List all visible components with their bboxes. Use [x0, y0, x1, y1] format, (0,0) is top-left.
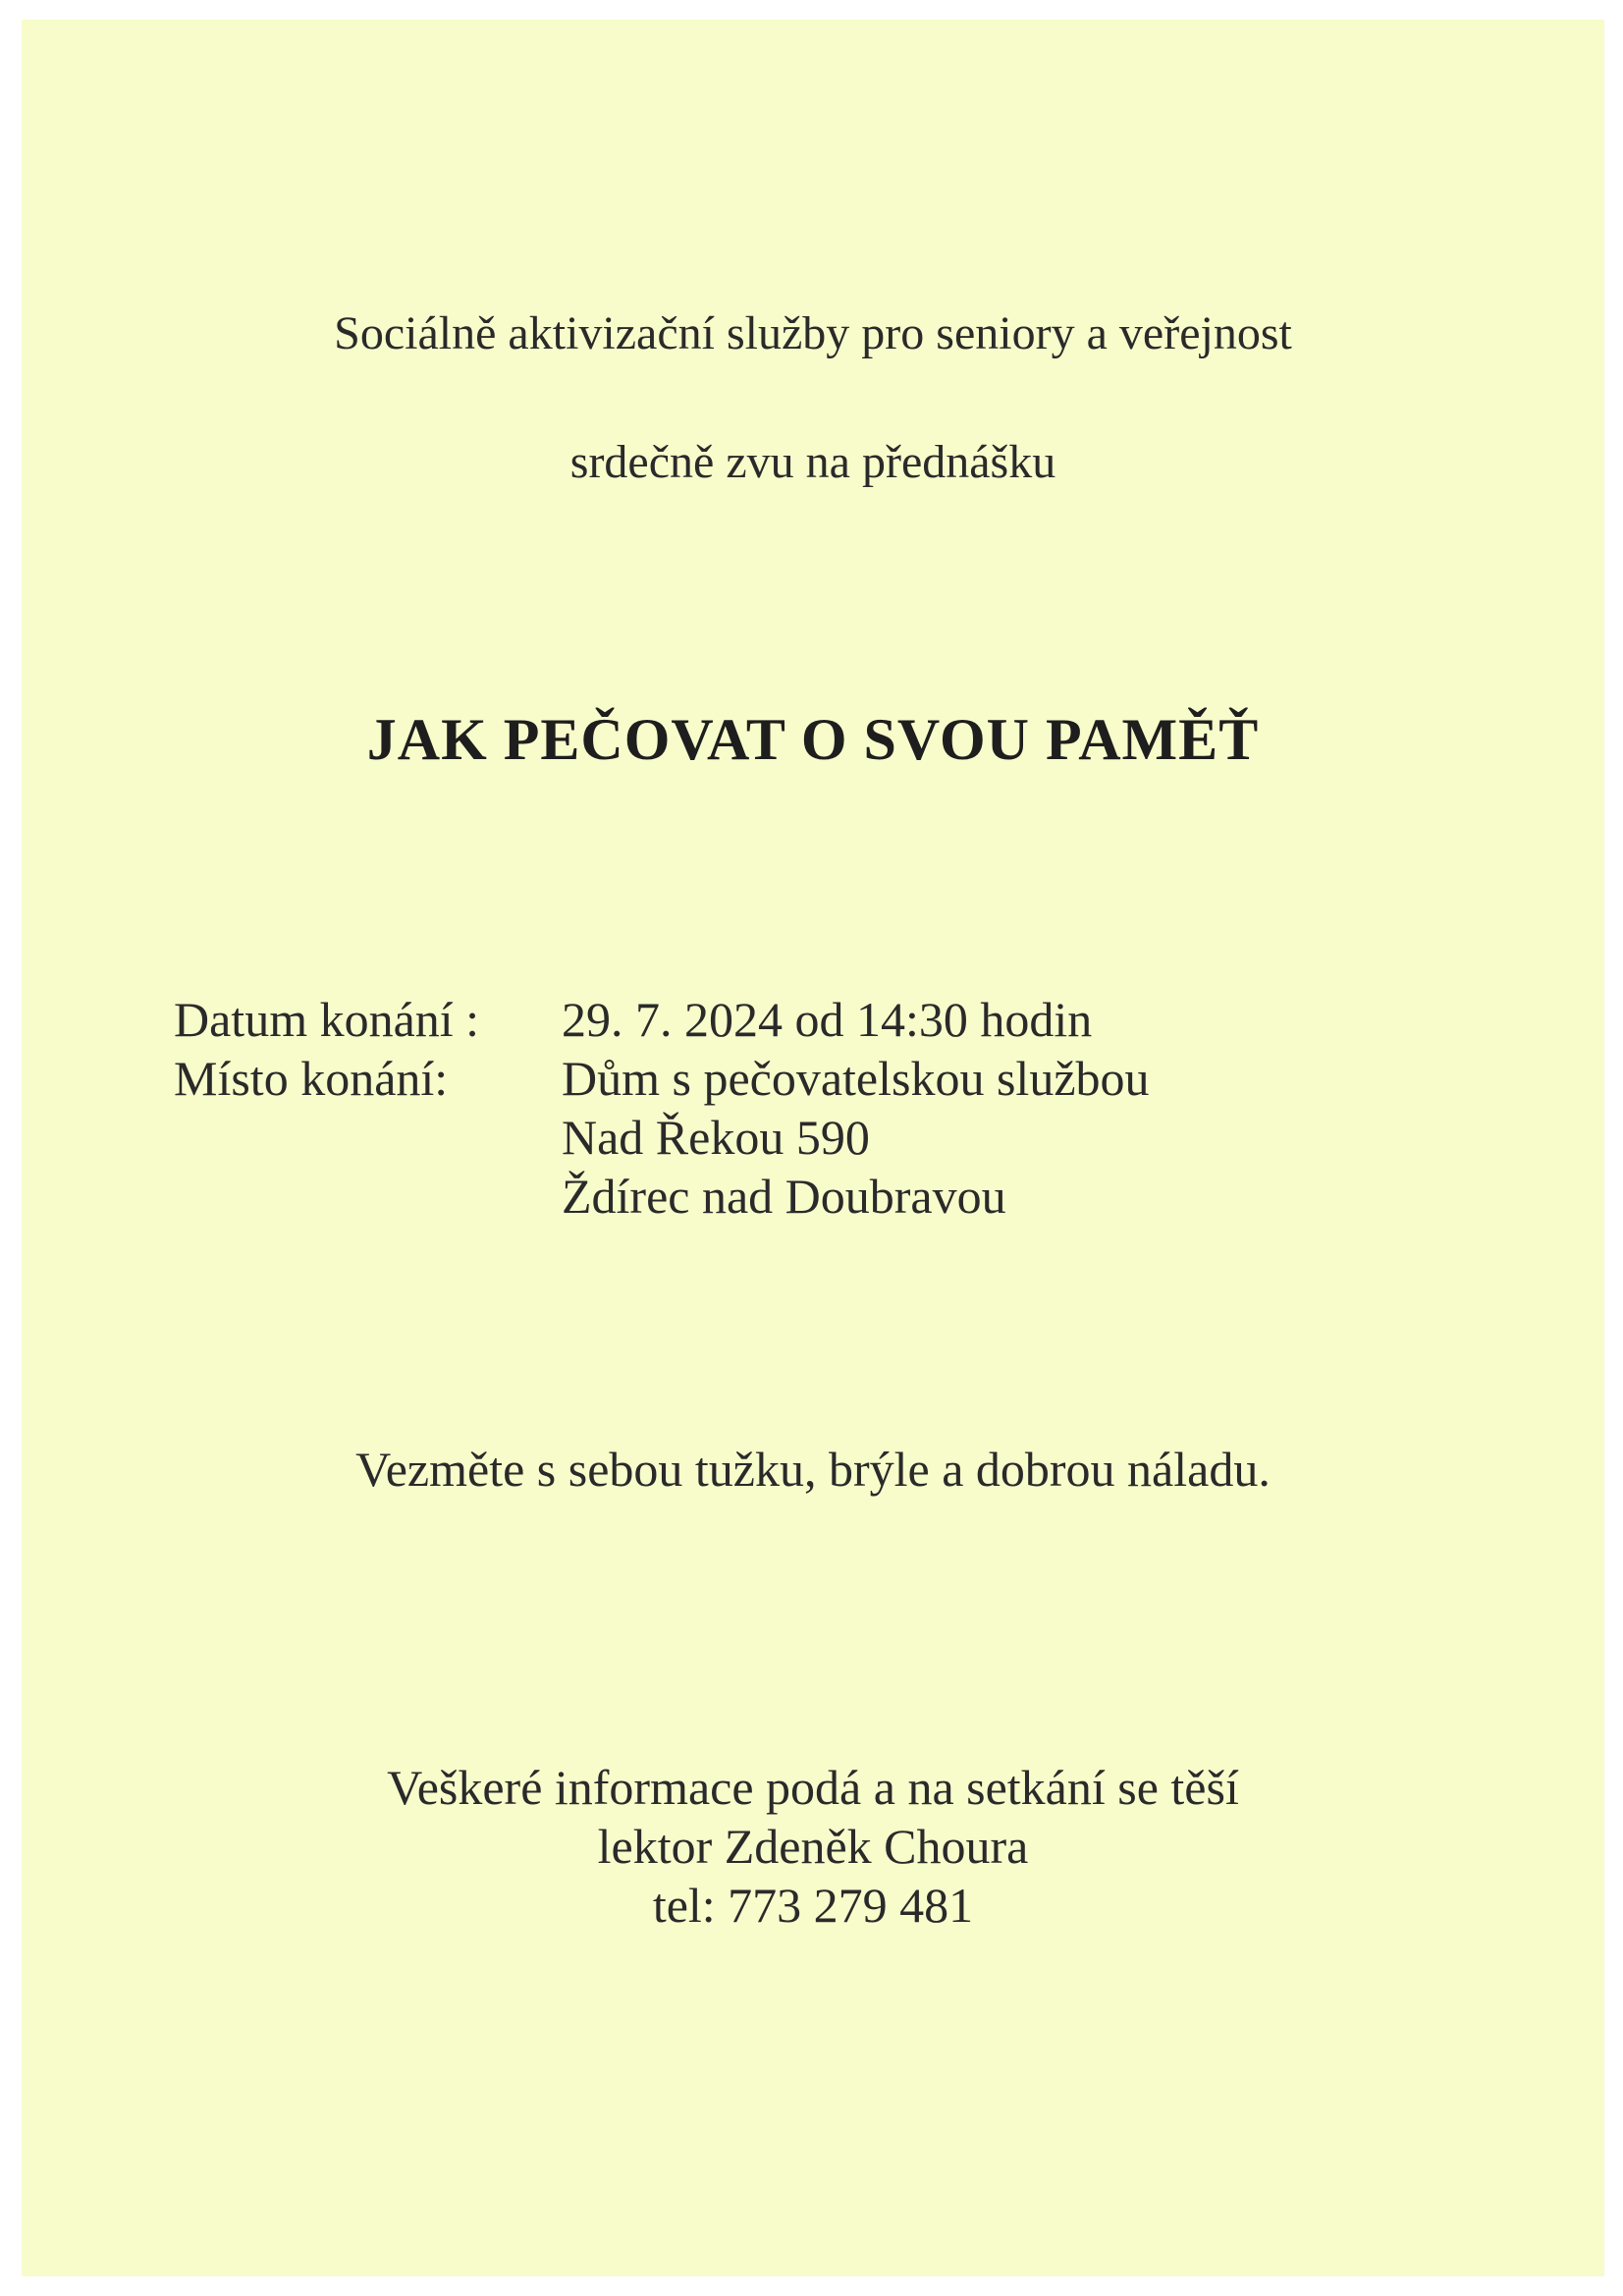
- phone-number: tel: 773 279 481: [652, 1878, 974, 1933]
- date-row: [174, 990, 1150, 1049]
- reminder-text: Vezměte s sebou tužku, brýle a dobrou náladu.: [355, 1442, 1271, 1497]
- organizer-line: Sociálně aktivizační služby pro seniory a veřejnost: [334, 307, 1292, 359]
- invitation-line: srdečně zvu na přednášku: [569, 436, 1056, 488]
- place-row-town: [174, 1167, 1150, 1226]
- contact-info-line: Veškeré informace podá a na setkání se těší: [387, 1760, 1239, 1815]
- contact-block: [22, 1758, 1604, 1935]
- place-row: [174, 1049, 1150, 1108]
- place-line-street: Nad Řekou 590: [562, 1110, 870, 1165]
- place-line-building: Dům s pečovatelskou službou: [562, 1051, 1150, 1106]
- flyer-page: [22, 20, 1604, 2276]
- date-label: Datum konání :: [174, 992, 480, 1047]
- place-line-town: Ždírec nad Doubravou: [562, 1169, 1006, 1224]
- lecture-title: JAK PEČOVAT O SVOU PAMĚŤ: [366, 707, 1260, 772]
- lecturer-name: lektor Zdeněk Choura: [597, 1819, 1029, 1874]
- event-details: [174, 990, 1150, 1226]
- place-row-street: [174, 1108, 1150, 1167]
- place-label: Místo konání:: [174, 1051, 449, 1106]
- date-value: 29. 7. 2024 od 14:30 hodin: [562, 992, 1093, 1047]
